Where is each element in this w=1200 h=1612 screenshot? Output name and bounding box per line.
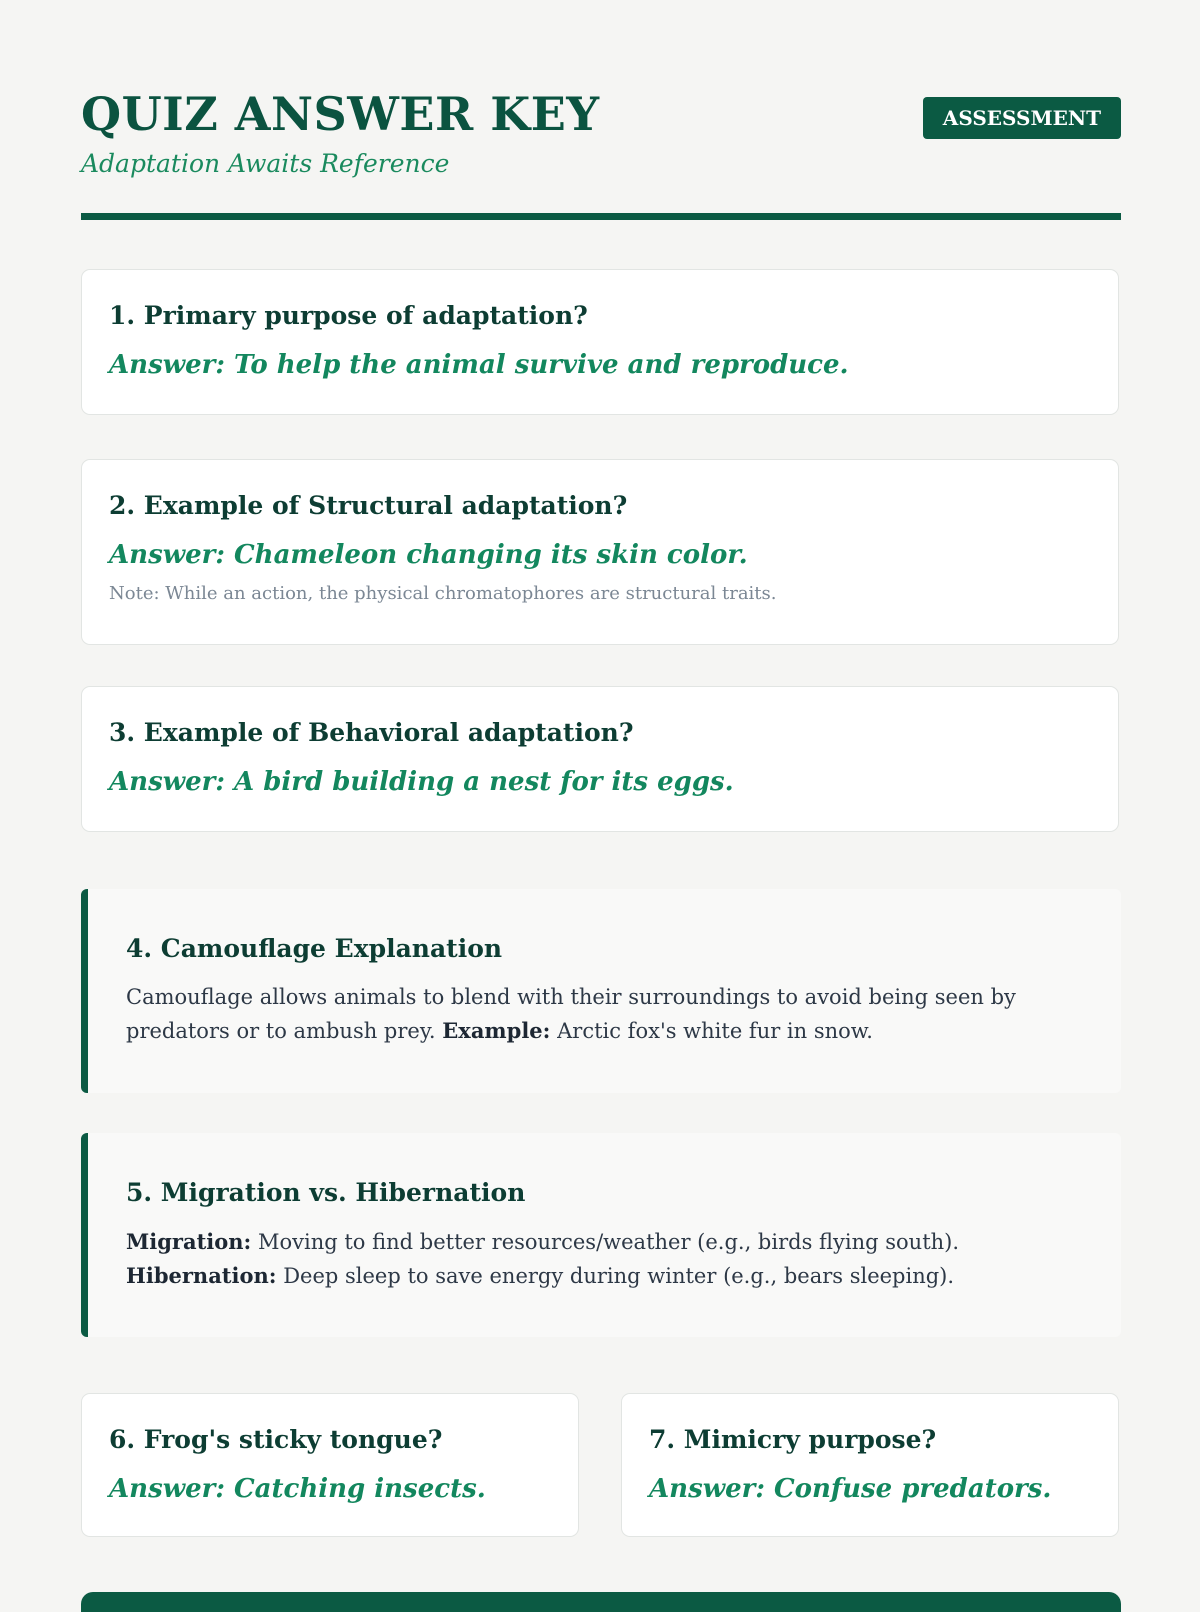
question-card-7: [621, 1393, 1119, 1537]
explanation-text: Camouflage allows animals to blend with their surroundings to avoid being seen by predators or to ambush prey.: [126, 985, 1016, 1043]
explanation-panel-migration: [81, 1133, 1121, 1337]
answer-note: Note: While an action, the physical chromatophores are structural traits.: [109, 583, 777, 604]
question-text: 6. Frog's sticky tongue?: [109, 1425, 443, 1454]
answer-text: Answer: Chameleon changing its skin color.: [109, 540, 748, 570]
migration-text: Moving to find better resources/weather (e.g., birds flying south).: [257, 1230, 960, 1254]
example-label: Example:: [442, 1018, 551, 1043]
question-card-1: [81, 269, 1119, 415]
explanation-body: [126, 1225, 1081, 1293]
answer-text: Answer: Confuse predators.: [649, 1474, 1052, 1504]
answer-text: Answer: Catching insects.: [109, 1474, 486, 1504]
explanation-panel-camouflage: [81, 889, 1121, 1093]
example-text: Arctic fox's white fur in snow.: [557, 1019, 873, 1043]
explanation-title: 4. Camouflage Explanation: [126, 934, 503, 963]
question-text: 3. Example of Behavioral adaptation?: [109, 718, 634, 747]
assessment-badge: ASSESSMENT: [923, 97, 1121, 139]
page-header: [81, 84, 1121, 220]
question-text: 7. Mimicry purpose?: [649, 1425, 937, 1454]
question-card-2: [81, 459, 1119, 645]
answer-text: Answer: A bird building a nest for its eggs.: [109, 767, 734, 797]
explanation-title: 5. Migration vs. Hibernation: [126, 1178, 526, 1207]
question-card-6: [81, 1393, 579, 1537]
answer-text: Answer: To help the animal survive and reproduce.: [109, 350, 849, 380]
explanation-body: [126, 981, 1081, 1048]
footer-bar: [81, 1592, 1121, 1612]
question-text: 2. Example of Structural adaptation?: [109, 491, 628, 520]
migration-label: Migration:: [126, 1229, 252, 1254]
question-card-3: [81, 686, 1119, 832]
question-text: 1. Primary purpose of adaptation?: [109, 301, 588, 330]
hibernation-text: Deep sleep to save energy during winter (e.g., bears sleeping).: [283, 1264, 955, 1288]
page-title: QUIZ ANSWER KEY: [81, 87, 600, 141]
header-divider: [81, 213, 1121, 220]
hibernation-label: Hibernation:: [126, 1263, 277, 1288]
page-subtitle: Adaptation Awaits Reference: [81, 149, 450, 178]
